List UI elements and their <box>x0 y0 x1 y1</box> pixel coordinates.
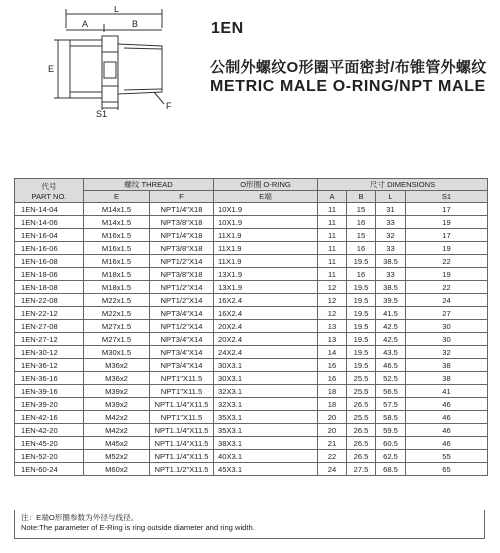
oring-size-cell: 32X3.1 <box>214 398 318 411</box>
thread-e-cell: M14x1.5 <box>84 216 150 229</box>
part-no-cell: 1EN-27-08 <box>15 320 84 333</box>
part-no-cell: 1EN-18-08 <box>15 281 84 294</box>
dim-l-cell: 43.5 <box>376 346 406 359</box>
dim-s1-cell: 19 <box>406 216 488 229</box>
part-no-cell: 1EN-27-12 <box>15 333 84 346</box>
dim-a-cell: 12 <box>318 307 347 320</box>
dim-s1-cell: 46 <box>406 437 488 450</box>
thread-f-cell: NPT3/8"X18 <box>150 268 214 281</box>
thread-f-cell: NPT1"X11.5 <box>150 385 214 398</box>
dim-a-cell: 18 <box>318 385 347 398</box>
spec-table <box>14 178 488 476</box>
dim-a-cell: 11 <box>318 216 347 229</box>
dim-b-cell: 25.5 <box>347 411 376 424</box>
title-english: METRIC MALE O-RING/NPT MALE <box>210 78 486 95</box>
oring-size-cell: 20X2.4 <box>214 320 318 333</box>
dim-s1-cell: 65 <box>406 463 488 476</box>
dim-l-cell: 68.5 <box>376 463 406 476</box>
thread-e-cell: M30x1.5 <box>84 346 150 359</box>
header-part <box>15 179 84 203</box>
table-row <box>15 411 488 424</box>
part-no-cell: 1EN-42-20 <box>15 424 84 437</box>
part-no-cell: 1EN-45-20 <box>15 437 84 450</box>
dim-l-cell: 58.5 <box>376 411 406 424</box>
thread-f-cell: NPT1/2"X14 <box>150 320 214 333</box>
header-part-en: PART NO. <box>31 191 67 201</box>
table-row <box>15 255 488 268</box>
oring-size-cell: 20X2.4 <box>214 333 318 346</box>
part-no-cell: 1EN-60-24 <box>15 463 84 476</box>
note-box <box>14 510 485 539</box>
part-no-cell: 1EN-14-06 <box>15 216 84 229</box>
header-sub-b: B <box>347 191 376 203</box>
oring-size-cell: 13X1.9 <box>214 268 318 281</box>
dim-b-cell: 25.5 <box>347 372 376 385</box>
dim-a-cell: 20 <box>318 411 347 424</box>
header-sub-a: A <box>318 191 347 203</box>
dim-l-cell: 60.5 <box>376 437 406 450</box>
table-row <box>15 333 488 346</box>
dim-l-cell: 57.5 <box>376 398 406 411</box>
dim-l-cell: 32 <box>376 229 406 242</box>
dim-s1-cell: 41 <box>406 385 488 398</box>
thread-e-cell: M60x2 <box>84 463 150 476</box>
thread-e-cell: M39x2 <box>84 385 150 398</box>
dim-b-cell: 19.5 <box>347 320 376 333</box>
thread-e-cell: M18x1.5 <box>84 268 150 281</box>
thread-e-cell: M42x2 <box>84 411 150 424</box>
dim-s1-cell: 30 <box>406 320 488 333</box>
dim-a-cell: 21 <box>318 437 347 450</box>
dim-l-cell: 56.5 <box>376 385 406 398</box>
dim-s1-cell: 32 <box>406 346 488 359</box>
table-row <box>15 307 488 320</box>
part-no-cell: 1EN-36-16 <box>15 372 84 385</box>
dim-s1-cell: 46 <box>406 398 488 411</box>
dim-s1-cell: 17 <box>406 229 488 242</box>
dim-l-cell: 31 <box>376 203 406 216</box>
label-L: L <box>114 6 120 14</box>
part-no-cell: 1EN-42-16 <box>15 411 84 424</box>
part-no-cell: 1EN-52-20 <box>15 450 84 463</box>
part-no-cell: 1EN-16-08 <box>15 255 84 268</box>
thread-f-cell: NPT3/4"X14 <box>150 307 214 320</box>
dim-l-cell: 39.5 <box>376 294 406 307</box>
part-no-cell: 1EN-14-04 <box>15 203 84 216</box>
oring-size-cell: 30X3.1 <box>214 359 318 372</box>
oring-size-cell: 10X1.9 <box>214 203 318 216</box>
thread-e-cell: M36x2 <box>84 372 150 385</box>
header-sub-s1: S1 <box>406 191 488 203</box>
header-sub-l: L <box>376 191 406 203</box>
fitting-diagram <box>44 6 194 118</box>
dim-s1-cell: 22 <box>406 281 488 294</box>
table-row <box>15 372 488 385</box>
thread-f-cell: NPT1"X11.5 <box>150 372 214 385</box>
dim-l-cell: 33 <box>376 216 406 229</box>
oring-size-cell: 16X2.4 <box>214 294 318 307</box>
dim-l-cell: 33 <box>376 242 406 255</box>
thread-e-cell: M52x2 <box>84 450 150 463</box>
dim-s1-cell: 55 <box>406 450 488 463</box>
thread-e-cell: M22x1.5 <box>84 307 150 320</box>
oring-size-cell: 13X1.9 <box>214 281 318 294</box>
dim-l-cell: 42.5 <box>376 320 406 333</box>
dim-b-cell: 26.5 <box>347 424 376 437</box>
label-S1: S1 <box>96 109 108 118</box>
label-A: A <box>82 19 89 29</box>
thread-f-cell: NPT1.1/4"X11.5 <box>150 424 214 437</box>
dim-l-cell: 62.5 <box>376 450 406 463</box>
table-row <box>15 359 488 372</box>
dim-a-cell: 20 <box>318 424 347 437</box>
thread-f-cell: NPT1.1/4"X11.5 <box>150 437 214 450</box>
oring-size-cell: 11X1.9 <box>214 242 318 255</box>
dim-b-cell: 16 <box>347 268 376 281</box>
dim-s1-cell: 24 <box>406 294 488 307</box>
dim-b-cell: 19.5 <box>347 346 376 359</box>
part-no-cell: 1EN-39-20 <box>15 398 84 411</box>
table-row <box>15 463 488 476</box>
table-row <box>15 385 488 398</box>
dim-s1-cell: 38 <box>406 359 488 372</box>
table-row <box>15 437 488 450</box>
table-row <box>15 320 488 333</box>
table-row <box>15 229 488 242</box>
part-no-cell: 1EN-22-08 <box>15 294 84 307</box>
oring-size-cell: 24X2.4 <box>214 346 318 359</box>
thread-e-cell: M36x2 <box>84 359 150 372</box>
thread-e-cell: M27x1.5 <box>84 320 150 333</box>
header-thread: 螺纹 THREAD <box>84 179 214 191</box>
thread-e-cell: M22x1.5 <box>84 294 150 307</box>
thread-e-cell: M27x1.5 <box>84 333 150 346</box>
dim-b-cell: 26.5 <box>347 398 376 411</box>
table-row <box>15 216 488 229</box>
dim-b-cell: 26.5 <box>347 450 376 463</box>
part-no-cell: 1EN-16-04 <box>15 229 84 242</box>
oring-size-cell: 16X2.4 <box>214 307 318 320</box>
dim-a-cell: 14 <box>318 346 347 359</box>
thread-f-cell: NPT1.1/4"X11.5 <box>150 398 214 411</box>
part-no-cell: 1EN-36-12 <box>15 359 84 372</box>
dim-a-cell: 16 <box>318 359 347 372</box>
dim-b-cell: 26.5 <box>347 437 376 450</box>
dim-a-cell: 24 <box>318 463 347 476</box>
header-dimensions: 尺寸 DIMENSIONS <box>318 179 488 191</box>
dim-b-cell: 19.5 <box>347 359 376 372</box>
note-english: Note:The parameter of E-Ring is ring outside diameter and ring width. <box>21 523 255 532</box>
dim-l-cell: 59.5 <box>376 424 406 437</box>
table-row <box>15 450 488 463</box>
dim-s1-cell: 19 <box>406 242 488 255</box>
label-B: B <box>132 19 139 29</box>
dim-s1-cell: 38 <box>406 372 488 385</box>
title-chinese: 公制外螺纹O形圈平面密封/布锥管外螺纹 <box>210 59 487 76</box>
dim-a-cell: 11 <box>318 203 347 216</box>
thread-f-cell: NPT1.1/4"X11.5 <box>150 450 214 463</box>
dim-s1-cell: 17 <box>406 203 488 216</box>
dim-s1-cell: 27 <box>406 307 488 320</box>
part-no-cell: 1EN-30-12 <box>15 346 84 359</box>
table-row <box>15 281 488 294</box>
dim-b-cell: 19.5 <box>347 307 376 320</box>
table-row <box>15 242 488 255</box>
dim-l-cell: 42.5 <box>376 333 406 346</box>
thread-e-cell: M16x1.5 <box>84 255 150 268</box>
oring-size-cell: 40X3.1 <box>214 450 318 463</box>
oring-size-cell: 11X1.9 <box>214 255 318 268</box>
dim-b-cell: 19.5 <box>347 255 376 268</box>
thread-f-cell: NPT1/4"X18 <box>150 229 214 242</box>
part-no-cell: 1EN-18-06 <box>15 268 84 281</box>
dim-a-cell: 16 <box>318 372 347 385</box>
thread-e-cell: M42x2 <box>84 424 150 437</box>
product-code: 1EN <box>211 20 244 37</box>
dim-l-cell: 52.5 <box>376 372 406 385</box>
dim-b-cell: 19.5 <box>347 294 376 307</box>
dim-a-cell: 22 <box>318 450 347 463</box>
dim-b-cell: 19.5 <box>347 333 376 346</box>
dim-s1-cell: 19 <box>406 268 488 281</box>
thread-f-cell: NPT1/2"X14 <box>150 281 214 294</box>
thread-f-cell: NPT1"X11.5 <box>150 411 214 424</box>
note-chinese: 注：E端O形圈参数为外径与线径。 <box>21 513 139 522</box>
dim-b-cell: 15 <box>347 229 376 242</box>
table-row <box>15 203 488 216</box>
dim-s1-cell: 22 <box>406 255 488 268</box>
dim-l-cell: 38.5 <box>376 255 406 268</box>
part-no-cell: 1EN-22-12 <box>15 307 84 320</box>
header-oring: O形圈 O-RING <box>214 179 318 191</box>
dim-l-cell: 38.5 <box>376 281 406 294</box>
part-no-cell: 1EN-16-06 <box>15 242 84 255</box>
table-row <box>15 424 488 437</box>
oring-size-cell: 30X3.1 <box>214 372 318 385</box>
dim-a-cell: 11 <box>318 242 347 255</box>
thread-f-cell: NPT1.1/2"X11.5 <box>150 463 214 476</box>
table-row <box>15 268 488 281</box>
table-row <box>15 346 488 359</box>
dim-a-cell: 18 <box>318 398 347 411</box>
thread-e-cell: M16x1.5 <box>84 229 150 242</box>
thread-e-cell: M18x1.5 <box>84 281 150 294</box>
dim-a-cell: 11 <box>318 255 347 268</box>
thread-e-cell: M39x2 <box>84 398 150 411</box>
dim-a-cell: 12 <box>318 281 347 294</box>
thread-e-cell: M14x1.5 <box>84 203 150 216</box>
header-sub-e-end: E端 <box>214 191 318 203</box>
table-row <box>15 294 488 307</box>
dim-b-cell: 25.5 <box>347 385 376 398</box>
thread-e-cell: M16x1.5 <box>84 242 150 255</box>
thread-f-cell: NPT3/8"X18 <box>150 216 214 229</box>
dim-s1-cell: 46 <box>406 424 488 437</box>
dim-a-cell: 12 <box>318 294 347 307</box>
dim-b-cell: 27.5 <box>347 463 376 476</box>
dim-l-cell: 46.5 <box>376 359 406 372</box>
dim-l-cell: 33 <box>376 268 406 281</box>
thread-f-cell: NPT1/2"X14 <box>150 255 214 268</box>
label-E: E <box>48 64 55 74</box>
dim-a-cell: 11 <box>318 229 347 242</box>
thread-f-cell: NPT3/4"X14 <box>150 346 214 359</box>
thread-f-cell: NPT3/4"X14 <box>150 359 214 372</box>
header-part-cn: 代号 <box>41 181 57 191</box>
header-sub-e: E <box>84 191 150 203</box>
dim-a-cell: 11 <box>318 268 347 281</box>
thread-f-cell: NPT1/2"X14 <box>150 294 214 307</box>
oring-size-cell: 35X3.1 <box>214 424 318 437</box>
dim-s1-cell: 30 <box>406 333 488 346</box>
dim-b-cell: 16 <box>347 242 376 255</box>
dim-l-cell: 41.5 <box>376 307 406 320</box>
fitting-drawing <box>44 6 194 118</box>
thread-e-cell: M45x2 <box>84 437 150 450</box>
dim-s1-cell: 46 <box>406 411 488 424</box>
thread-f-cell: NPT1/4"X18 <box>150 203 214 216</box>
dim-b-cell: 19.5 <box>347 281 376 294</box>
thread-f-cell: NPT3/8"X18 <box>150 242 214 255</box>
dim-b-cell: 15 <box>347 203 376 216</box>
oring-size-cell: 11X1.9 <box>214 229 318 242</box>
dim-a-cell: 13 <box>318 320 347 333</box>
oring-size-cell: 38X3.1 <box>214 437 318 450</box>
header-sub-f: F <box>150 191 214 203</box>
table-row <box>15 398 488 411</box>
label-F: F <box>166 101 172 111</box>
dim-b-cell: 16 <box>347 216 376 229</box>
dim-a-cell: 13 <box>318 333 347 346</box>
oring-size-cell: 45X3.1 <box>214 463 318 476</box>
part-no-cell: 1EN-39-16 <box>15 385 84 398</box>
thread-f-cell: NPT3/4"X14 <box>150 333 214 346</box>
oring-size-cell: 32X3.1 <box>214 385 318 398</box>
spec-table-body <box>15 203 488 476</box>
oring-size-cell: 35X3.1 <box>214 411 318 424</box>
oring-size-cell: 10X1.9 <box>214 216 318 229</box>
